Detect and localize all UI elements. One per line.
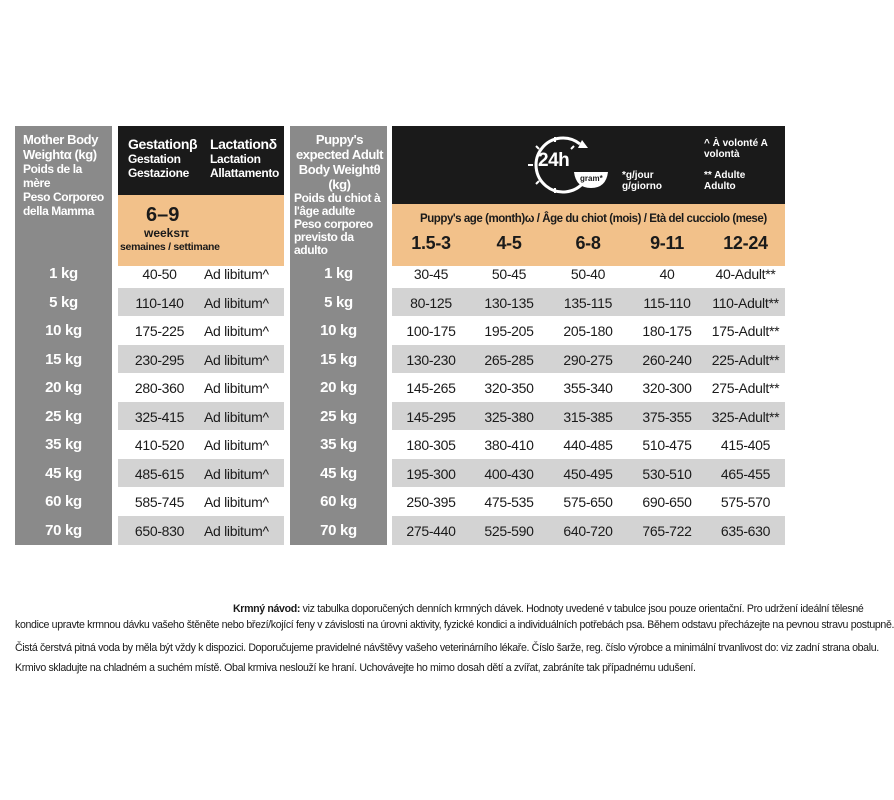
feeding-amount-cell: 475-535: [484, 494, 534, 510]
per-day-label: *g/jour g/giorno: [622, 170, 662, 192]
lactation-title: Lactationδ: [210, 136, 277, 152]
feeding-note-label: Krmný návod:: [233, 603, 301, 615]
gestation-cell: 325-415: [134, 408, 185, 425]
mother-weight-title-it: Peso Corporeo della Mamma: [23, 190, 104, 218]
lactation-cell: Ad libitum^: [204, 266, 269, 282]
gestation-cell: 485-615: [134, 465, 185, 482]
feeding-amount-cell: 145-295: [406, 408, 456, 425]
feeding-amount-cell: 415-405: [720, 437, 771, 453]
age-label-4: 9-11: [650, 233, 684, 253]
feeding-amount-cell: 30-45: [413, 266, 449, 282]
feeding-note-line-2: kondice upravte krmnou dávku vašeho štěněte nebo březí/kojící feny v závislosti na úrovni aktivity, fyzické kondici a individuálních potřebách psa. Během odstavu přecházejte na pevnou stravu postupně.: [15, 619, 894, 631]
feeding-note-line-4: Krmivo skladujte na chladném a suchém místě. Obal krmiva neslouží ke hraní. Uchovávejte ho mimo dosah dětí a zvířat, zabráníte tak případnému udušení.: [15, 662, 696, 674]
mother-weight-cell: 1 kg: [49, 265, 78, 282]
mother-weight-cell: 5 kg: [49, 293, 78, 311]
lactation-cell: Ad libitum^: [204, 465, 269, 482]
lactation-cell: Ad libitum^: [204, 351, 269, 368]
feeding-amount-cell: 195-205: [484, 323, 534, 339]
feeding-note-line-1-text: viz tabulka doporučených denních krmných dávek. Hodnoty uvedené v tabulce jsou pouze orientační. Pro udržení ideální tělesné: [300, 603, 864, 615]
lactation-cell: Ad libitum^: [204, 294, 269, 311]
feeding-amount-cell: 465-455: [720, 465, 771, 482]
mother-weight-title: Mother Body Weightα (kg): [23, 132, 99, 162]
feeding-amount-cell: 510-475: [642, 437, 692, 453]
gestation-cell: 110-140: [135, 294, 184, 311]
lactation-cell: Ad libitum^: [204, 323, 269, 339]
gestation-weeks-block: [118, 195, 284, 266]
puppy-age-caption: Puppy's age (month)ω / Âge du chiot (mois) / Età del cucciolo (mese): [420, 213, 767, 225]
feeding-amount-cell: 765-722: [642, 522, 692, 539]
feeding-amount-cell: 135-115: [563, 294, 613, 311]
feeding-amount-cell: 145-265: [406, 380, 456, 396]
gestation-header: [128, 136, 208, 180]
gestation-weeks-unit: weeksπ: [144, 226, 190, 240]
gestation-title-it: Gestazione: [128, 166, 190, 180]
feeding-amount-cell: 265-285: [484, 351, 534, 368]
puppy-weight-title-fr: Poids du chiot à l'âge adulte: [294, 191, 381, 218]
mother-weight-cell: 45 kg: [45, 464, 82, 482]
feeding-amount-cell: 440-485: [563, 437, 613, 453]
feeding-note-line-3: Čistá čerstvá pitná voda by měla být vždy k dispozici. Doporučujeme pravidelné návštěvy vašeho veterinárního lékaře. Číslo šarže, reg. číslo výrobce a minimální trvanlivost do: viz zadní strana obalu.: [15, 642, 879, 654]
feeding-amount-cell: 400-430: [484, 465, 534, 482]
feeding-amount-cell: 115-110: [643, 294, 691, 311]
feeding-amount-cell: 325-Adult**: [711, 408, 780, 425]
feeding-amount-cell: 100-175: [406, 323, 456, 339]
puppy-weight-cell: 10 kg: [320, 322, 357, 339]
clock-label: 24h: [538, 150, 570, 171]
age-label-5: 12-24: [723, 233, 768, 253]
puppy-weight-cell: 45 kg: [320, 464, 357, 482]
puppy-weight-cell: 25 kg: [320, 407, 357, 425]
puppy-weight-cell: 60 kg: [320, 493, 357, 510]
mother-weight-cell: 25 kg: [45, 407, 82, 425]
feeding-amount-cell: 575-570: [720, 494, 771, 510]
feeding-amount-cell: 575-650: [563, 494, 613, 510]
feeding-amount-cell: 50-45: [491, 266, 527, 282]
lactation-cell: Ad libitum^: [204, 522, 269, 539]
feeding-amount-cell: 640-720: [563, 522, 613, 539]
mother-weight-cell: 70 kg: [45, 521, 82, 539]
mother-weight-cell: 35 kg: [45, 436, 82, 453]
feeding-amount-cell: 50-40: [570, 266, 606, 282]
age-label-3: 6-8: [575, 233, 601, 253]
feeding-amount-cell: 260-240: [642, 351, 692, 368]
feeding-amount-cell: 275-Adult**: [711, 380, 780, 396]
puppy-age-header: [392, 204, 785, 266]
feeding-amount-cell: 110-Adult**: [712, 294, 779, 311]
ad-libitum-legend: ^ À volonté A volontà: [704, 138, 768, 160]
gestation-title-fr: Gestation: [128, 152, 181, 166]
feeding-amount-cell: 450-495: [563, 465, 613, 482]
puppy-weight-cell: 1 kg: [324, 265, 353, 282]
feeding-note-line-1: [233, 601, 863, 617]
feeding-amount-header: [392, 126, 785, 204]
mother-weight-cell: 60 kg: [45, 493, 82, 510]
feeding-amount-cell: 40: [659, 266, 675, 282]
gestation-cell: 650-830: [134, 522, 185, 539]
gestation-title: Gestationβ: [128, 136, 198, 152]
lactation-cell: Ad libitum^: [204, 437, 269, 453]
feeding-amount-cell: 315-385: [563, 408, 613, 425]
gestation-weeks-sub: semaines / settimane: [120, 241, 220, 253]
feeding-amount-cell: 530-510: [642, 465, 692, 482]
adult-legend: ** Adulte Adulto: [704, 170, 746, 192]
mother-weight-cell: 15 kg: [45, 350, 82, 368]
puppy-weight-cell: 5 kg: [324, 293, 353, 311]
mother-weight-cell: 20 kg: [45, 379, 82, 396]
lactation-cell: Ad libitum^: [204, 494, 269, 510]
puppy-weight-cell: 20 kg: [320, 379, 357, 396]
feeding-amount-cell: 180-175: [642, 323, 692, 339]
feeding-amount-cell: 690-650: [642, 494, 692, 510]
gestation-cell: 175-225: [134, 323, 185, 339]
lactation-title-fr: Lactation: [210, 152, 261, 166]
gestation-weeks-range: 6–9: [146, 204, 180, 226]
gestation-cell: 280-360: [134, 380, 185, 396]
gestation-cell: 40-50: [142, 266, 177, 282]
mother-weight-cell: 10 kg: [45, 322, 82, 339]
feeding-amount-cell: 355-340: [563, 380, 613, 396]
feeding-amount-cell: 225-Adult**: [711, 351, 780, 368]
feeding-amount-cell: 290-275: [563, 351, 613, 368]
feeding-amount-cell: 250-395: [406, 494, 456, 510]
feeding-amount-cell: 275-440: [406, 522, 456, 539]
feeding-amount-cell: 380-410: [484, 437, 534, 453]
feeding-amount-cell: 375-355: [642, 408, 692, 425]
feeding-amount-cell: 525-590: [484, 522, 534, 539]
puppy-weight-cell: 15 kg: [320, 350, 357, 368]
lactation-title-it: Allattamento: [210, 166, 280, 180]
puppy-weight-cell: 70 kg: [320, 521, 357, 539]
gestation-cell: 585-745: [134, 494, 185, 510]
age-label-1: 1.5-3: [411, 233, 451, 253]
puppy-weight-title-it: Peso corporeo previsto da adulto: [294, 217, 373, 257]
feeding-amount-cell: 205-180: [563, 323, 613, 339]
lactation-cell: Ad libitum^: [204, 380, 269, 396]
feeding-amount-cell: 635-630: [720, 522, 771, 539]
mother-weight-title-fr: Poids de la mère: [23, 162, 82, 190]
feeding-amount-cell: 130-230: [406, 351, 456, 368]
gram-label: gram*: [580, 174, 603, 183]
feeding-amount-cell: 320-350: [484, 380, 534, 396]
feeding-amount-cell: 130-135: [484, 294, 534, 311]
lactation-cell: Ad libitum^: [204, 408, 269, 425]
feeding-amount-cell: 80-125: [410, 294, 452, 311]
puppy-weight-cell: 35 kg: [320, 436, 357, 453]
feeding-amount-cell: 325-380: [484, 408, 534, 425]
puppy-weight-header: [290, 126, 387, 266]
feeding-amount-cell: 175-Adult**: [711, 323, 780, 339]
feeding-amount-cell: 40-Adult**: [715, 266, 776, 282]
feeding-amount-cell: 320-300: [642, 380, 692, 396]
puppy-weight-title: Puppy's expected Adult Body Weightθ (kg): [295, 132, 384, 192]
feeding-amount-cell: 180-305: [406, 437, 456, 453]
gestation-cell: 410-520: [134, 437, 185, 453]
lactation-header: [210, 136, 282, 180]
age-label-2: 4-5: [496, 233, 522, 253]
mother-weight-header: [15, 126, 112, 266]
feeding-amount-cell: 195-300: [406, 465, 456, 482]
gestation-cell: 230-295: [134, 351, 185, 368]
gestation-lactation-header: [118, 126, 284, 195]
